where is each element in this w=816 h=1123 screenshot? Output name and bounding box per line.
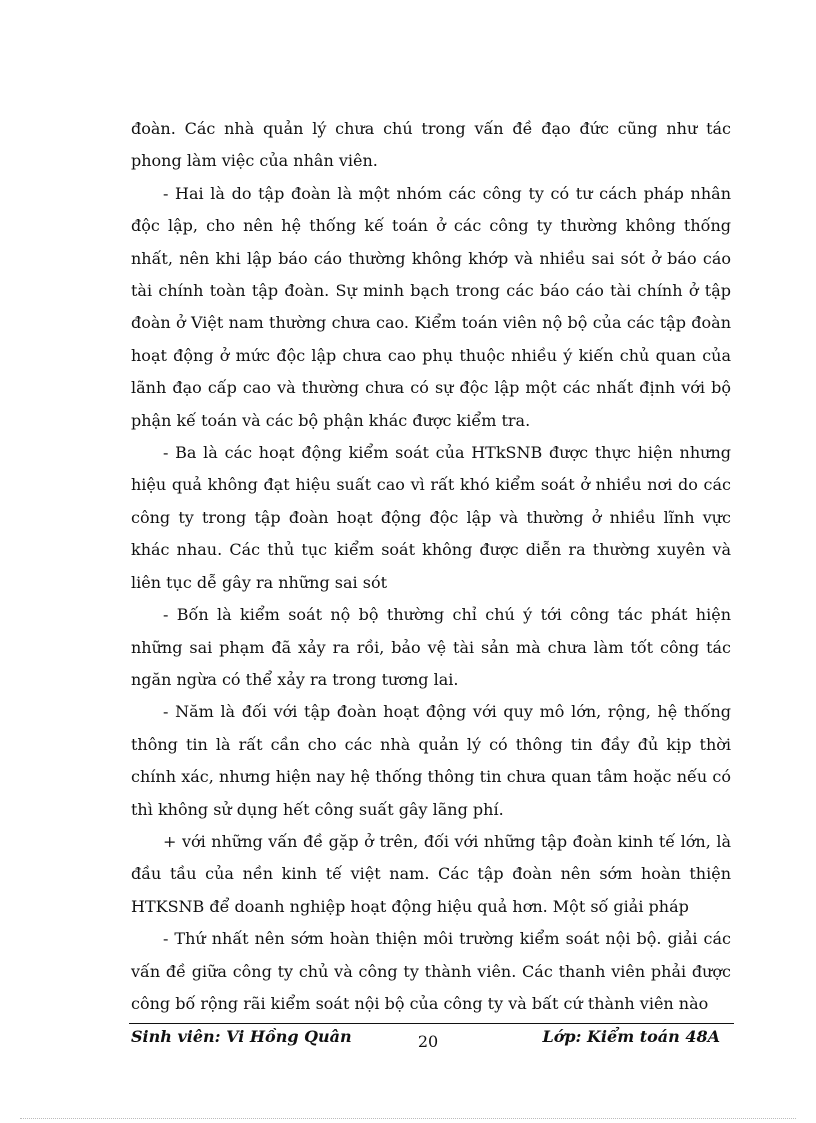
- footer-divider: [129, 1023, 734, 1024]
- page-bottom-dotted-line: [20, 1118, 796, 1119]
- paragraph: đoàn. Các nhà quản lý chưa chú trong vấn đề đạo đức cũng như tác phong làm việc của nhân viên.: [131, 119, 731, 171]
- paragraph: - Thứ nhất nên sớm hoàn thiện môi trường kiểm soát nội bộ. giải các vấn đề giữa công ty chủ và công ty thành viên. Các thanh viên phải được công bố rộng rãi kiểm soát nội bộ của công ty và bất cứ thành viên nào: [131, 929, 731, 1013]
- footer-student-name: Sinh viên: Vi Hồng Quân: [131, 1027, 352, 1046]
- paragraph: - Năm là đối với tập đoàn hoạt động với quy mô lớn, rộng, hệ thống thông tin là rất cần cho các nhà quản lý có thông tin đầy đủ kịp thời chính xác, nhưng hiện nay hệ thống thông tin chưa quan tâm hoặc nếu có thì không sử dụng hết công suất gây lãng phí.: [131, 702, 731, 819]
- paragraph: - Bốn là kiểm soát nộ bộ thường chỉ chú ý tới công tác phát hiện những sai phạm đã xảy ra rồi, bảo vệ tài sản mà chưa làm tốt công tác ngăn ngừa có thể xảy ra trong tương lai.: [131, 605, 731, 689]
- body-text: [131, 113, 731, 1020]
- paragraph: + với những vấn đề gặp ở trên, đối với những tập đoàn kinh tế lớn, là đầu tầu của nền kinh tế việt nam. Các tập đoàn nên sớm hoàn thiện HTKSNB để doanh nghiệp hoạt động hiệu quả hơn. Một số giải pháp: [131, 831, 731, 916]
- page-number: 20: [417, 1032, 439, 1051]
- paragraph: - Hai là do tập đoàn là một nhóm các công ty có tư cách pháp nhân độc lập, cho nên hệ thống kế toán ở các công ty thường không thống nhất, nên khi lập báo cáo thường không khớp và nhiều sai sót ở báo cáo tài chính toàn tập đoàn. Sự minh bạch trong các báo cáo tài chính ở tập đoàn ở Việt nam thường chưa cao. Kiểm toán viên nộ bộ của các tập đoàn hoạt động ở mức độc lập chưa cao phụ thuộc nhiều ý kiến chủ quan của lãnh đạo cấp cao và thường chưa có sự độc lập một các nhất định với bộ phận kế toán và các bộ phận khác được kiểm tra.: [131, 183, 731, 430]
- footer-class-name: Lớp: Kiểm toán 48A: [542, 1027, 720, 1046]
- paragraph: - Ba là các hoạt động kiểm soát của HTkSNB được thực hiện nhưng hiệu quả không đạt hiệu suất cao vì rất khó kiểm soát ở nhiều nơi do các công ty trong tập đoàn hoạt động độc lập và thường ở nhiều lĩnh vực khác nhau. Các thủ tục kiểm soát không được diễn ra thường xuyên và liên tục dễ gây ra những sai sót: [131, 443, 731, 592]
